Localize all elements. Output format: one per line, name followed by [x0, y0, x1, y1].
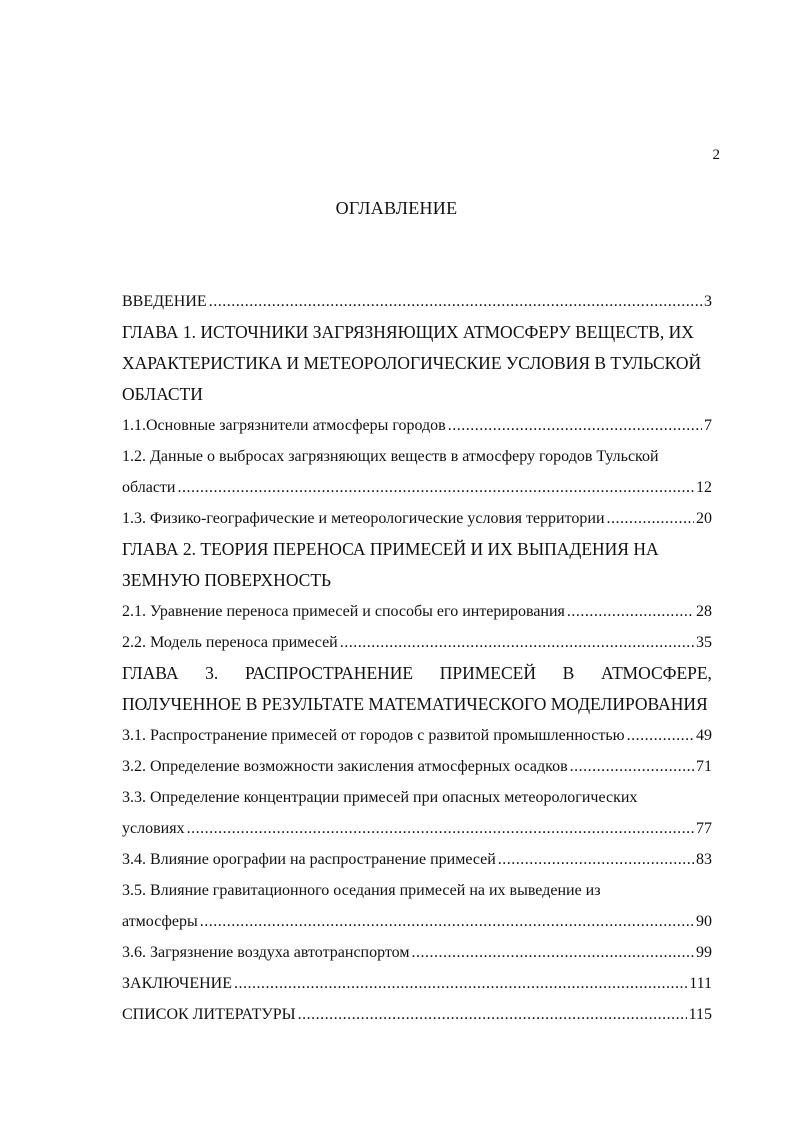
chapter-heading-line: ГЛАВА 2. ТЕОРИЯ ПЕРЕНОСА ПРИМЕСЕЙ И ИХ ВЫПАДЕНИЯ НА: [122, 539, 659, 559]
toc-page-number: 12: [696, 479, 712, 496]
toc-entry-text-continued: области: [122, 479, 176, 496]
toc-page-number: 77: [696, 820, 712, 837]
toc-entry-text-continued: атмосферы: [122, 913, 198, 930]
dot-leader: [498, 844, 694, 875]
toc-page-number: 99: [696, 944, 712, 961]
toc-entry-text: 3.3. Определение концентрации примесей при опасных метеорологических: [122, 789, 638, 806]
toc-entry-chapter-1[interactable]: [122, 317, 712, 410]
toc-entry-references[interactable]: [122, 999, 712, 1030]
dot-leader: [340, 627, 694, 658]
toc-entry-2-1[interactable]: [122, 596, 712, 627]
chapter-heading-line: ОБЛАСТИ: [122, 384, 203, 404]
dot-leader: [234, 968, 687, 999]
toc-entry-text: СПИСОК ЛИТЕРАТУРЫ: [122, 1006, 296, 1023]
toc-entry-introduction[interactable]: [122, 286, 712, 317]
toc-entry-3-5[interactable]: [122, 875, 712, 937]
toc-entry-text: 1.2. Данные о выбросах загрязняющих веществ в атмосферу городов Тульской: [122, 448, 659, 465]
table-of-contents: [122, 286, 712, 1030]
toc-page-number: 83: [696, 851, 712, 868]
toc-entry-1-1[interactable]: [122, 410, 712, 441]
toc-entry-3-6[interactable]: [122, 937, 712, 968]
chapter-heading-line: ХАРАКТЕРИСТИКА И МЕТЕОРОЛОГИЧЕСКИЕ УСЛОВИЯ В ТУЛЬСКОЙ: [122, 353, 702, 373]
toc-entry-3-3[interactable]: [122, 782, 712, 844]
dot-leader: [177, 472, 694, 503]
toc-entry-text: ВВЕДЕНИЕ: [122, 293, 207, 310]
toc-entry-1-2[interactable]: [122, 441, 712, 503]
toc-page-number: 3: [704, 293, 712, 310]
toc-entry-conclusion[interactable]: [122, 968, 712, 999]
toc-page-number: 115: [688, 1006, 712, 1023]
toc-entry-chapter-3[interactable]: [122, 658, 712, 720]
toc-entry-text-continued: условиях: [122, 820, 185, 837]
toc-entry-text: 3.4. Влияние орографии на распространение примесей: [122, 851, 496, 868]
dot-leader: [627, 720, 694, 751]
dot-leader: [607, 503, 695, 534]
toc-entry-text: 1.3. Физико-географические и метеорологические условия территории: [122, 510, 605, 527]
dot-leader: [412, 937, 695, 968]
toc-entry-3-2[interactable]: [122, 751, 712, 782]
toc-entry-text: 2.2. Модель переноса примесей: [122, 634, 338, 651]
dot-leader: [570, 751, 694, 782]
toc-entry-text: 3.6. Загрязнение воздуха автотранспортом: [122, 944, 410, 961]
heading-word: В: [562, 663, 575, 683]
heading-word: АТМОСФЕРЕ,: [600, 663, 712, 683]
toc-entry-3-4[interactable]: [122, 844, 712, 875]
dot-leader: [448, 410, 702, 441]
toc-entry-text: 3.2. Определение возможности закисления атмосферных осадков: [122, 758, 568, 775]
heading-word: ГЛАВА: [122, 663, 179, 683]
dot-leader: [567, 596, 694, 627]
page-number: 2: [712, 147, 720, 163]
page-title: ОГЛАВЛЕНИЕ: [335, 198, 458, 218]
toc-page-number: 71: [696, 758, 712, 775]
heading-word: ПРИМЕСЕЙ: [439, 663, 536, 683]
dot-leader: [298, 999, 687, 1030]
toc-page-number: 49: [696, 727, 712, 744]
toc-entry-text: 2.1. Уравнение переноса примесей и способы его интерирования: [122, 603, 565, 620]
toc-entry-3-1[interactable]: [122, 720, 712, 751]
toc-entry-text: 3.5. Влияние гравитационного оседания примесей на их выведение из: [122, 882, 601, 899]
chapter-heading-line: [122, 658, 712, 689]
toc-page-number: 90: [696, 913, 712, 930]
toc-entry-chapter-2[interactable]: [122, 534, 712, 596]
toc-entry-text: ЗАКЛЮЧЕНИЕ: [122, 975, 232, 992]
dot-leader: [187, 813, 694, 844]
toc-page-number: 20: [696, 510, 712, 527]
heading-word: 3.: [205, 663, 219, 683]
dot-leader: [200, 906, 694, 937]
dot-leader: [209, 286, 702, 317]
toc-page-number: 111: [689, 975, 712, 992]
toc-entry-text: 1.1.Основные загрязнители атмосферы городов: [122, 417, 446, 434]
heading-word: РАСПРОСТРАНЕНИЕ: [244, 663, 414, 683]
toc-entry-1-3[interactable]: [122, 503, 712, 534]
chapter-heading-line: ПОЛУЧЕННОЕ В РЕЗУЛЬТАТЕ МАТЕМАТИЧЕСКОГО МОДЕЛИРОВАНИЯ: [122, 694, 708, 714]
chapter-heading-line: ЗЕМНУЮ ПОВЕРХНОСТЬ: [122, 570, 332, 590]
toc-entry-2-2[interactable]: [122, 627, 712, 658]
chapter-heading-line: ГЛАВА 1. ИСТОЧНИКИ ЗАГРЯЗНЯЮЩИХ АТМОСФЕРУ ВЕЩЕСТВ, ИХ: [122, 322, 694, 342]
toc-entry-text: 3.1. Распространение примесей от городов с развитой промышленностью: [122, 727, 625, 744]
toc-page-number: 7: [704, 417, 712, 434]
toc-page-number: 28: [696, 603, 712, 620]
toc-page-number: 35: [696, 634, 712, 651]
